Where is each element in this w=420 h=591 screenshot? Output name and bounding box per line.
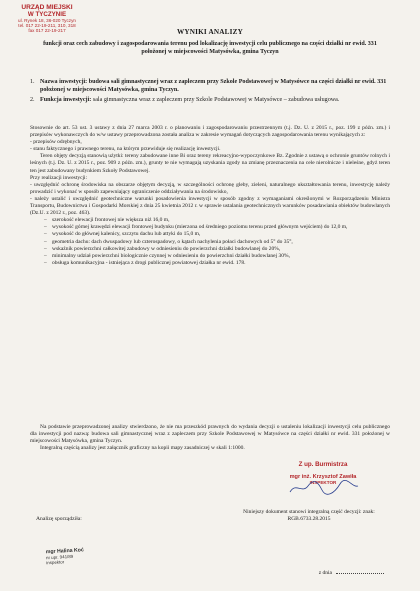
stamp-line: mgr Halina Koć [45, 547, 84, 556]
stamp-line: INSPEKTOR [309, 480, 337, 485]
bullet-item: – geometria dachu: dach dwuspadowy lub czterospadowy, o kątach nachylenia połaci dachowych od 5° do 35°, [44, 238, 293, 245]
stamp-line: fax 017 22-19-217 [28, 28, 66, 34]
date-label: z dnia [318, 570, 332, 576]
stamp-line: Z up. Burmistrza [298, 461, 348, 468]
item-label: Funkcja inwestycji: [40, 97, 92, 103]
stamp-line: mgr inż. Krzysztof Zawiła [289, 474, 357, 480]
item-text: budowa sali gimnastycznej wraz z zapleczem przy Szkole Podstawowej w Matysówce na części działki nr ewid. 331 położonej w miejscowości Matysówka, gmina Tyczyn. [40, 79, 387, 93]
stamp-line: tel. 017 22-19-211, 310, 318 [18, 23, 76, 29]
bullet-item: – szerokość elewacji frontowej nie większa niż 16,0 m, [44, 217, 170, 224]
investment-items [30, 78, 390, 106]
bullet-item: – wskaźnik powierzchni całkowitej zabudowy w odniesieniu do powierzchni działki budowlanej do 20%, [44, 245, 281, 252]
decision-note: Niniejszy dokument stanowi integralną część decyzji: znak: RGB.6733.28.2015 [243, 509, 375, 522]
bullet-item: – wysokość górnej krawędzi elewacji frontowej budynku (mierzona od średniego poziomu terenu przed głównym wejściem) do 12,0 m, [44, 224, 348, 231]
item-label: Nazwa inwestycji: [40, 79, 88, 85]
paragraph: Na podstawie przeprowadzonej analizy stwierdzono, że nie ma przeszkód prawnych do wydania decyzji o ustaleniu lokalizacji inwestycji celu publicznego dla inwestycji pod nazwą: budowa sali gimnastycznej wraz z zapleczem przy Szkole Podstawowej w Matysówce na części działki nr ewid. 331 położonej w miejscowości Matysówka, gmina Tyczyn. [30, 424, 390, 445]
date-line [336, 573, 384, 574]
item-text: sala gimnastyczna wraz z zapleczem przy Szkole Podstawowej w Matysówce – zabudowa usługowa. [92, 97, 340, 103]
stamp-line: inspektor [46, 559, 65, 566]
stamp-line: W TYCZYNIE [27, 11, 67, 18]
analyst-stamp [46, 545, 133, 565]
stamp-line: ul. Rynek 18, 36-020 Tyczyn [18, 18, 76, 23]
date-row [319, 570, 384, 576]
paragraph: Integralną częścią analizy jest załącznik graficzny na kopii mapy zasadniczej w skali 1:1000. [40, 445, 245, 452]
stamp-line: URZĄD MIEJSKI [21, 4, 73, 11]
analysis-summary [30, 424, 390, 452]
stamp-line: nr upr. 941/89 [45, 553, 74, 561]
document-title: WYNIKI ANALIZY [176, 28, 244, 36]
paragraph: - uwzględnić ochronę środowiska na obszarze objętym decyzją, w szczególności ochronę gleby, zieleni, naturalnego ukształtowania terenu, inwestycję należy prowadzić i wykonać w sposób zapewniający ograniczenie oddziaływania na środowisko, [30, 181, 390, 195]
bullet-item: – minimalny udział powierzchni biologicznie czynnej w odniesieniu do powierzchni działki budowlanej 30%, [44, 252, 290, 259]
investment-item [30, 78, 390, 94]
paragraph: Teren objęty decyzją stanowią użytki: tereny zabudowane inne Bi oraz tereny rekreacyjno-wypoczynkowe Bz. Zgodnie z ustawą o ochronie gruntów rolnych i leśnych (t.j. Dz. U. z 2015 r., poz. 909 z późn. zm.), grunty te nie wymagają uzyskania zgody na zmianę przeznaczenia na cele nierolnicze i nieleśne, gdyż teren ten jest zabudowany budynkiem Szkoły Podstawowej. [30, 153, 390, 174]
analyst-label: Analizę sporządziła: [36, 516, 82, 522]
item-number: 2. [30, 97, 35, 103]
bullet-item: – obsługa komunikacyjna - istniejąca z drogi publicznej powiatowej działka nr ewid. 178. [44, 259, 246, 266]
paragraph: - stanu faktycznego i prawnego terenu, na którym przewiduje się realizację inwestycji. [30, 146, 221, 153]
paragraph: - należy ustalić i uwzględnić geotechniczne warunki posadowienia inwestycji w sposób zgodny z wymaganiami określonymi w Rozporządzeniu Ministra Transportu, Budownictwa i Gospodarki Morskiej z dnia 25 kwietnia 2012 r. w sprawie ustalania geotechnicznych warunków posadawiania obiektów budowlanych (Dz.U. z 2012 r., poz. 463). [30, 195, 390, 217]
paragraph: Stosownie do art. 53 ust. 3 ustawy z dnia 27 marca 2003 r. o planowaniu i zagospodarowaniu przestrzennym (t.j. Dz. U. z 2015 r., poz. 199 z późn. zm.) i przepisów wykonawczych do w/w ustawy przeprowadzona została analiza w zakresie wymagań dotyczących zagospodarowania terenu wynikających z: [30, 125, 390, 139]
paragraph: Przy realizacji inwestycji: [30, 174, 88, 181]
document-subtitle: funkcji oraz cech zabudowy i zagospodarowania terenu pod lokalizację inwestycji celu publicznego na części działki nr ewid. 331 położonej w miejscowości Matysówka, gmina Tyczyn [43, 41, 377, 55]
analysis-body [30, 125, 390, 267]
handwritten-signature [288, 480, 360, 496]
paragraph: - przepisów odrębnych, [30, 139, 82, 146]
investment-item [30, 96, 390, 104]
item-number: 1. [30, 79, 35, 85]
bullet-item: – wysokość do głównej kalenicy, szczytu dachu lub attyki do 15,0 m, [44, 231, 201, 238]
